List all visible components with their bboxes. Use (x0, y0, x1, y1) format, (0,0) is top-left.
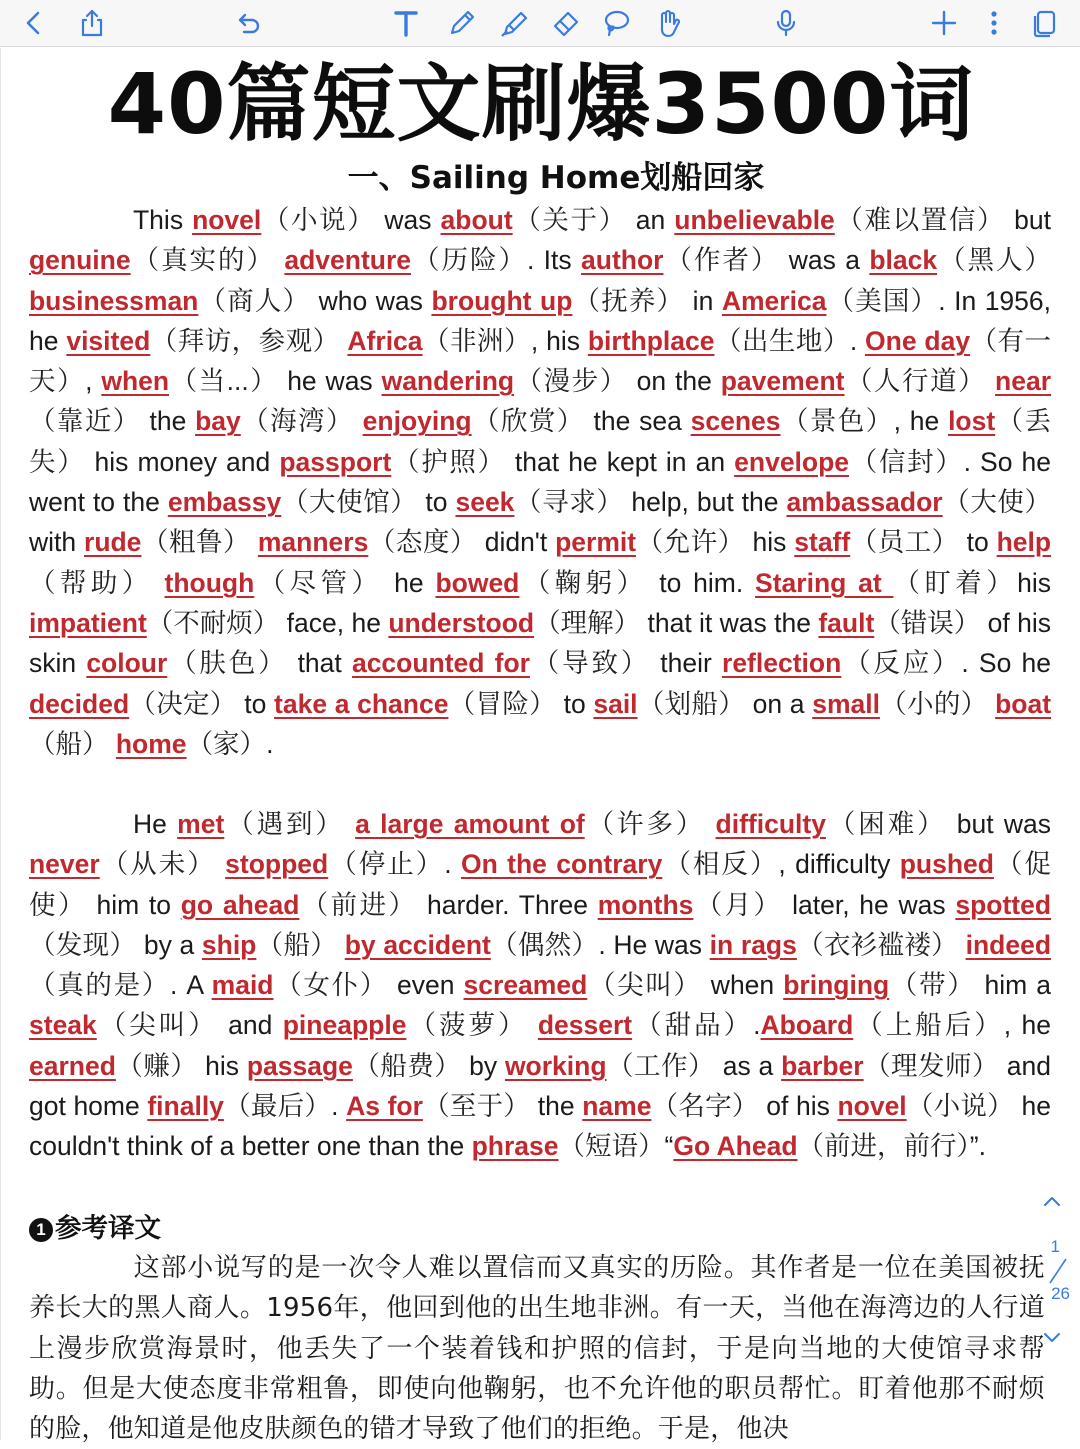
body-text (109, 729, 116, 759)
chinese-gloss: （从未） (99, 849, 216, 880)
chinese-gloss: （难以置信） (834, 205, 1006, 235)
chinese-gloss: （态度） (368, 527, 477, 558)
body-text: of his (758, 1091, 838, 1122)
page-up-icon[interactable] (1040, 1190, 1064, 1214)
vocab-keyword: near (995, 366, 1052, 397)
body-text: This (133, 205, 193, 235)
chinese-gloss: （小说） (261, 205, 376, 235)
vocab-keyword: decided (29, 688, 130, 719)
body-text: he (382, 567, 436, 598)
eraser-icon[interactable] (548, 5, 584, 41)
body-text: their (650, 648, 722, 679)
vocab-keyword: ship (201, 929, 257, 960)
body-text: to (555, 688, 594, 719)
body-text: who was (310, 285, 432, 316)
body-text: by a (136, 929, 202, 960)
body-text: him to (86, 889, 181, 920)
body-text: , his (530, 325, 588, 356)
chinese-gloss: （美国） (826, 285, 939, 316)
vocab-keyword: genuine (29, 245, 131, 276)
vocab-keyword: Aboard (760, 1010, 854, 1041)
vocab-keyword: bowed (435, 567, 520, 598)
vocab-keyword: maid (211, 970, 274, 1001)
vocab-keyword: As for (346, 1091, 423, 1122)
page-separator-icon (1048, 1257, 1068, 1285)
reference-heading-label: 参考译文 (55, 1213, 161, 1243)
body-text: his (197, 1050, 247, 1081)
chinese-gloss: （困难） (825, 809, 947, 839)
chinese-gloss: （员工） (850, 527, 959, 558)
vocab-keyword: wandering (381, 366, 515, 397)
highlighter-icon[interactable] (496, 5, 532, 41)
chinese-gloss: （至于） (422, 1091, 531, 1122)
vocab-keyword: understood (388, 607, 535, 638)
vocab-keyword: name (582, 1091, 652, 1122)
vocab-keyword: novel (192, 205, 262, 235)
vocab-keyword: take a chance (274, 688, 449, 719)
translation-text (29, 1248, 1045, 1449)
vocab-keyword: novel (837, 1091, 907, 1122)
body-text: that (287, 648, 352, 679)
chinese-gloss: （允许） (636, 527, 745, 558)
body-text: he couldn't think of a better one than the (29, 1091, 1051, 1162)
body-text: , difficulty (778, 849, 900, 880)
vocab-keyword: indeed (965, 929, 1052, 960)
vocab-keyword: permit (555, 527, 637, 558)
vocab-keyword: met (177, 809, 225, 839)
chinese-gloss: （家） (186, 728, 267, 759)
body-text: and got home (29, 1050, 1052, 1122)
vocab-keyword: a large amount of (355, 809, 585, 839)
vocab-keyword: stopped (225, 849, 329, 880)
toolbar (0, 0, 1080, 47)
chinese-gloss: （景色） (780, 406, 894, 437)
chinese-gloss: （小的） (879, 688, 988, 719)
vocab-keyword: lost (948, 406, 996, 437)
chinese-gloss: （帮助） (29, 567, 153, 598)
chinese-gloss: （最后） (223, 1091, 332, 1122)
body-text: when (701, 970, 784, 1001)
chinese-gloss: （船费） (352, 1050, 462, 1081)
body-text: with (29, 527, 84, 558)
chinese-gloss: （海湾） (240, 406, 354, 437)
chinese-gloss: （不耐烦） (146, 607, 280, 638)
vocab-keyword: phrase (471, 1131, 559, 1162)
chinese-gloss: （遇到） (224, 809, 345, 839)
body-text: and (217, 1010, 283, 1041)
vocab-keyword: in rags (709, 929, 797, 960)
vocab-keyword: never (29, 849, 100, 880)
body-text: him a (975, 970, 1052, 1001)
pen-icon[interactable] (444, 5, 480, 41)
chinese-gloss: （错误） (874, 607, 981, 638)
chinese-gloss: （反应） (841, 648, 962, 679)
body-text (216, 849, 225, 879)
chinese-gloss: （黑人） (937, 245, 1052, 276)
body-text (527, 1010, 537, 1040)
vocab-keyword: dessert (537, 1010, 633, 1041)
body-text: but (1005, 205, 1052, 235)
vocab-keyword: pineapple (282, 1010, 407, 1041)
vocab-keyword: reflection (722, 648, 842, 679)
vocab-keyword: go ahead (180, 889, 300, 920)
vocab-keyword: boat (995, 688, 1052, 719)
page-down-icon[interactable] (1040, 1325, 1064, 1349)
paragraph-2 (29, 804, 1051, 1167)
body-text: to (958, 527, 997, 558)
chinese-gloss: （决定） (129, 688, 237, 719)
body-text: didn't (476, 527, 556, 558)
vocab-keyword: embassy (167, 487, 282, 518)
body-text: , he (1003, 1010, 1052, 1041)
chinese-gloss: （大使馆） (281, 487, 418, 518)
chinese-gloss: （发现） (29, 929, 137, 960)
chinese-gloss: （导致） (529, 648, 651, 679)
body-text: but was (946, 809, 1052, 839)
vocab-keyword: difficulty (715, 809, 826, 839)
vocab-keyword: earned (29, 1050, 116, 1081)
body-text: was (375, 205, 441, 235)
vocab-keyword: help (996, 527, 1052, 558)
body-text (987, 689, 995, 719)
body-text: by (461, 1050, 505, 1081)
chinese-gloss: （粗鲁） (141, 527, 250, 558)
chinese-gloss: （船） (29, 728, 109, 759)
chinese-gloss: （小说） (906, 1091, 1014, 1122)
chinese-gloss: （丢失） (29, 406, 1052, 477)
chinese-gloss: （靠近） (29, 406, 141, 437)
vocab-keyword: scenes (690, 406, 781, 437)
vocab-keyword: small (812, 688, 880, 719)
vocab-keyword: brought up (431, 285, 573, 316)
vocab-keyword: birthplace (587, 325, 715, 356)
microphone-icon[interactable] (768, 5, 804, 41)
body-text: . (266, 728, 274, 759)
vocab-keyword: adventure (284, 245, 412, 276)
vocab-keyword: screamed (463, 970, 588, 1001)
chinese-gloss: （肤色） (167, 648, 288, 679)
vocab-keyword: On the contrary (460, 849, 663, 880)
chinese-gloss: （衣衫褴褛） (796, 929, 958, 960)
chinese-gloss: （有一天） (29, 325, 1052, 397)
vocab-keyword: barber (781, 1050, 864, 1081)
chinese-gloss: （人行道） (844, 366, 987, 397)
body-text: help, but the (623, 487, 787, 518)
vocab-keyword: businessman (29, 285, 199, 316)
chinese-gloss: （非洲） (422, 325, 531, 356)
vocab-keyword: bringing (783, 970, 890, 1001)
vocab-keyword: Staring at (755, 567, 894, 598)
vocab-keyword: pushed (899, 849, 994, 880)
body-text: on a (745, 688, 813, 719)
vocab-keyword: author (581, 245, 664, 276)
chinese-gloss: （月） (693, 889, 783, 920)
text-tool-icon[interactable] (388, 5, 424, 41)
body-text: the sea (584, 406, 691, 437)
chinese-gloss: （许多） (584, 809, 706, 839)
chinese-gloss: （相反） (662, 849, 779, 880)
chinese-gloss: （短语） (558, 1131, 665, 1162)
body-text (153, 568, 165, 598)
body-text: . (753, 1010, 761, 1041)
document-page (0, 48, 1080, 1445)
chinese-gloss: （上船后） (853, 1010, 1004, 1041)
chinese-gloss: （关于） (512, 205, 627, 235)
chinese-gloss: （鞠躬） (519, 567, 648, 598)
paragraph-1 (29, 200, 1051, 764)
body-text: . A (169, 970, 212, 1001)
body-text: . (331, 1091, 347, 1122)
chinese-gloss: （商人） (198, 285, 311, 316)
vocab-keyword: spotted (955, 889, 1052, 920)
vocab-keyword: One day (865, 325, 971, 356)
vocab-keyword: steak (29, 1010, 97, 1041)
chinese-gloss: （理发师） (863, 1050, 999, 1081)
body-text: as a (714, 1050, 782, 1081)
page-title: 40篇短文刷爆3500词 (107, 55, 975, 153)
chinese-gloss: （拜访，参观） (150, 325, 340, 356)
pages-icon[interactable] (1026, 5, 1062, 41)
body-text: . (444, 849, 461, 880)
vocab-keyword: by accident (344, 929, 491, 960)
body-text: that it was the (640, 607, 819, 638)
chinese-gloss: （偶然） (490, 929, 599, 960)
body-text: his (1017, 567, 1052, 598)
vocab-keyword: impatient (29, 607, 147, 638)
vocab-keyword: enjoying (362, 406, 472, 437)
body-text: his money and (85, 446, 280, 477)
vocab-keyword: finally (147, 1091, 224, 1122)
chinese-gloss: （赚） (115, 1050, 198, 1081)
page-total: 26 (1051, 1284, 1070, 1303)
body-text (958, 930, 966, 960)
body-text: to him. (647, 567, 756, 598)
body-text (354, 406, 363, 436)
chinese-gloss: （盯着） (893, 567, 1018, 598)
vocab-keyword: ambassador (786, 487, 943, 518)
undo-icon[interactable] (230, 5, 266, 41)
number-badge: 1 (29, 1218, 53, 1242)
body-text: He (133, 809, 178, 839)
body-text: in (684, 285, 722, 316)
vocab-keyword: working (504, 1050, 607, 1081)
chinese-gloss: （促使） (29, 849, 1051, 920)
vocab-keyword: envelope (734, 446, 850, 477)
body-text (705, 809, 715, 839)
vocab-keyword: Go Ahead (673, 1131, 798, 1162)
vocab-keyword: Africa (347, 325, 423, 356)
body-text: an (626, 205, 675, 235)
lasso-icon[interactable] (598, 5, 634, 41)
body-text: . He was (598, 929, 710, 960)
body-text: harder. Three (417, 889, 598, 920)
chinese-gloss: （寻求） (514, 487, 624, 518)
reference-translation-heading (29, 1208, 161, 1248)
vocab-keyword: when (101, 366, 170, 397)
vocab-keyword: passport (279, 446, 392, 477)
chinese-gloss: （名字） (651, 1091, 759, 1122)
chinese-gloss: （停止） (328, 849, 445, 880)
body-text: . So he (961, 648, 1051, 679)
body-text: the (530, 1091, 583, 1122)
body-text: he was (278, 366, 382, 397)
add-icon[interactable] (926, 5, 962, 41)
body-text: his (744, 527, 795, 558)
chinese-gloss: （前进） (299, 889, 418, 920)
chinese-gloss: （欣赏） (471, 406, 585, 437)
body-text: of his skin (29, 607, 1052, 679)
chinese-gloss: （出生地） (714, 325, 850, 356)
chinese-gloss: （菠萝） (406, 1010, 528, 1041)
vocab-keyword: passage (246, 1050, 353, 1081)
body-text: even (387, 970, 464, 1001)
chinese-gloss: （真的是） (29, 970, 170, 1001)
chinese-gloss: （真实的） (130, 245, 276, 276)
vocab-keyword: seek (455, 487, 515, 518)
chinese-gloss: （冒险） (448, 688, 556, 719)
vocab-keyword: accounted for (351, 648, 530, 679)
vocab-keyword: black (869, 245, 938, 276)
vocab-keyword: bay (195, 406, 241, 437)
vocab-keyword: fault (818, 607, 875, 638)
body-text (275, 245, 284, 275)
chinese-gloss: （尖叫） (96, 1010, 218, 1041)
chinese-gloss: （船） (256, 929, 338, 960)
body-text: , (85, 366, 102, 397)
vocab-keyword: though (164, 567, 255, 598)
body-text (250, 527, 258, 557)
body-text: . Its (526, 245, 582, 276)
chinese-gloss: （前进，前行） (797, 1131, 970, 1162)
chinese-gloss: （女仆） (273, 970, 388, 1001)
body-text: . So he went to the (29, 446, 1052, 518)
chinese-gloss: （尖叫） (587, 970, 702, 1001)
vocab-keyword: pavement (720, 366, 845, 397)
chinese-gloss: （甜品） (632, 1010, 754, 1041)
chinese-gloss: （尽管） (254, 567, 383, 598)
section-title: 一、Sailing Home划船回家 (347, 160, 765, 196)
body-text (337, 930, 345, 960)
vocab-keyword: home (115, 728, 187, 759)
share-icon[interactable] (74, 5, 110, 41)
vocab-keyword: America (721, 285, 827, 316)
vocab-keyword: visited (66, 325, 151, 356)
chinese-gloss: （理解） (534, 607, 641, 638)
vocab-keyword: unbelievable (674, 205, 835, 235)
chinese-gloss: （漫步） (514, 366, 628, 397)
chinese-gloss: （工作） (606, 1050, 715, 1081)
body-text: , he (893, 406, 949, 437)
more-icon[interactable] (976, 5, 1012, 41)
body-text: on the (627, 366, 721, 397)
chinese-gloss: （作者） (663, 245, 780, 276)
body-text (345, 809, 355, 839)
body-text: . In 1956, he (29, 285, 1052, 356)
chinese-gloss: （信封） (849, 446, 964, 477)
vocab-keyword: staff (794, 527, 851, 558)
chinese-gloss: （护照） (391, 446, 506, 477)
chinese-gloss: （划船） (637, 688, 746, 719)
body-text: . (849, 325, 866, 356)
body-text: “ (664, 1131, 674, 1162)
chinese-gloss: （当...） (169, 366, 279, 397)
back-icon[interactable] (16, 5, 52, 41)
chinese-gloss: （历险） (411, 245, 527, 276)
body-text: later, he was (782, 889, 956, 920)
body-text: to (417, 487, 456, 518)
vocab-keyword: months (597, 889, 694, 920)
vocab-keyword: rude (84, 527, 142, 558)
body-text: ”. (969, 1131, 986, 1162)
chinese-gloss: （抚养） (572, 285, 685, 316)
body-text: to (236, 688, 275, 719)
body-text: was a (779, 245, 870, 276)
vocab-keyword: about (440, 205, 513, 235)
hand-icon[interactable] (650, 5, 686, 41)
page-current: 1 (1050, 1237, 1060, 1256)
body-text: that he kept in an (505, 446, 735, 477)
body-text: the (140, 406, 196, 437)
vocab-keyword: sail (593, 688, 638, 719)
vocab-keyword: colour (86, 648, 168, 679)
chinese-gloss: （大使） (942, 487, 1052, 518)
body-text: face, he (279, 607, 389, 638)
translation-body: 这部小说写的是一次令人难以置信而又真实的历险。其作者是一位在美国被抚养长大的黑人商人。1956年，他回到他的出生地非洲。有一天，当他在海湾边的人行道上漫步欣赏海景时，他丢失了一个装着钱和护照的信封，于是向当地的大使馆寻求帮助。但是大使态度非常粗鲁，即使向他鞠躬，也不允许他的职员帮忙。盯着他那不耐烦的脸，他知道是他皮肤颜色的错才导致了他们的拒绝。于是，他决 (29, 1253, 1045, 1445)
body-text (986, 366, 995, 396)
vocab-keyword: manners (257, 527, 369, 558)
chinese-gloss: （带） (889, 970, 976, 1001)
